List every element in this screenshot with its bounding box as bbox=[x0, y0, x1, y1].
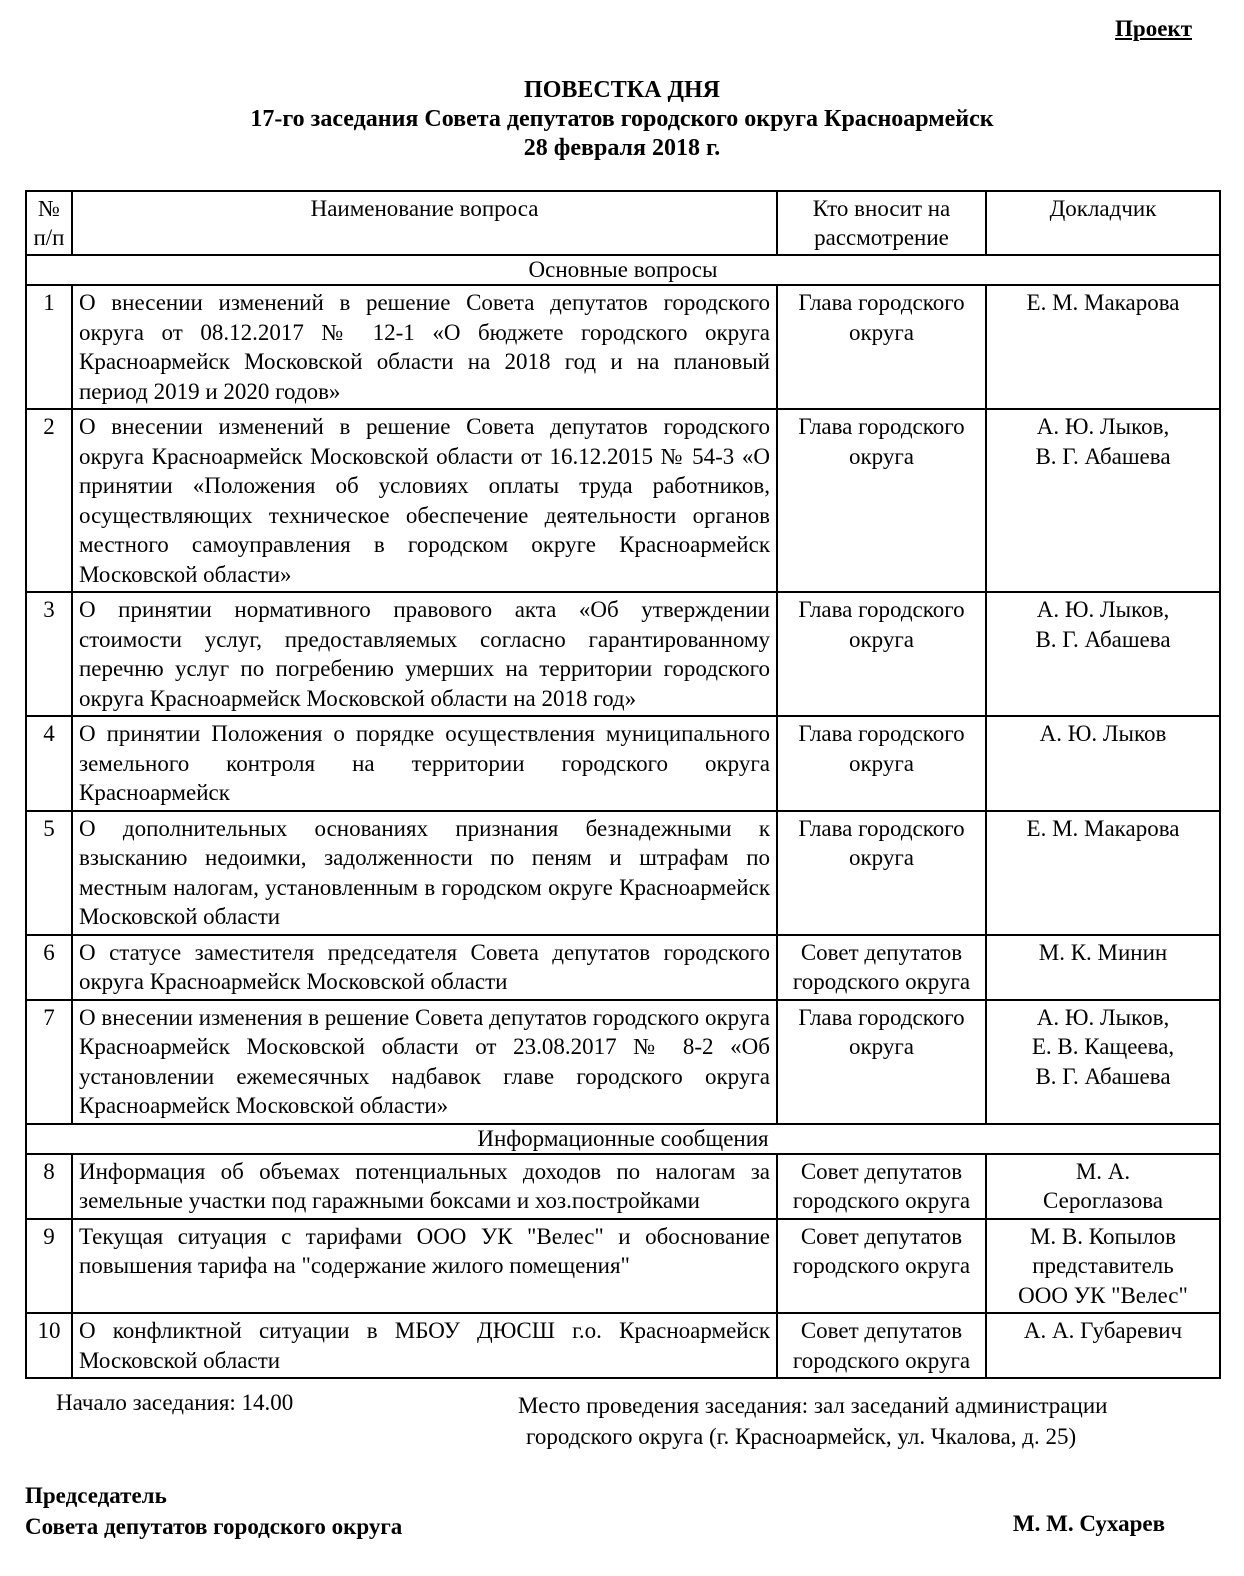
item-number: 9 bbox=[26, 1219, 72, 1314]
signature-name: М. М. Сухарев bbox=[1012, 1511, 1165, 1536]
item-number: 2 bbox=[26, 409, 72, 592]
speaker-name: В. Г. Абашева bbox=[1035, 443, 1171, 469]
item-submitted-by: Глава городского округа bbox=[777, 409, 986, 592]
draft-label: Проект bbox=[1115, 16, 1192, 41]
table-row bbox=[26, 935, 1220, 1000]
speaker-name: Е. В. Кащеева, bbox=[1031, 1034, 1175, 1059]
table-row bbox=[26, 1000, 1220, 1124]
item-title: О внесении изменения в решение Совета депутатов городского округа Красноармейск Московской области от 23.08.2017 № 8-2 «Об установлении ежемесячных надбавок главе городского округа Красноармейск Московской области» bbox=[72, 1000, 777, 1124]
section-row-info bbox=[26, 1124, 1220, 1154]
speaker-name: А. Ю. Лыков, bbox=[1036, 1004, 1170, 1030]
item-number: 5 bbox=[26, 811, 72, 935]
table-row bbox=[26, 285, 1220, 409]
item-title: О принятии нормативного правового акта «Об утверждении стоимости услуг, предоставляемых согласно гарантированному перечню услуг по погребению умерших на территории городского округа Красноармейск Московской области на 2018 год» bbox=[72, 592, 777, 716]
item-speakers bbox=[986, 811, 1220, 935]
speaker-name: Е. М. Макарова bbox=[1026, 290, 1180, 315]
document-title: ПОВЕСТКА ДНЯ bbox=[524, 77, 720, 103]
item-title: О дополнительных основаниях признания безнадежными к взысканию недоимки, задолженности по пеням и штрафам по местным налогам, установленным в городском округе Красноармейск Московской области bbox=[72, 811, 777, 935]
section-main-heading: Основные вопросы bbox=[26, 255, 1220, 285]
section-row-main bbox=[26, 255, 1220, 285]
signature-title-line1: Председатель bbox=[25, 1483, 167, 1508]
item-title: О статусе заместителя председателя Совета депутатов городского округа Красноармейск Московской области bbox=[72, 935, 777, 1000]
speaker-name: А. Ю. Лыков, bbox=[1036, 597, 1170, 622]
section-info-heading: Информационные сообщения bbox=[26, 1124, 1220, 1154]
item-number: 6 bbox=[26, 935, 72, 1000]
table-row bbox=[26, 811, 1220, 935]
table-row bbox=[26, 592, 1220, 716]
item-number: 1 bbox=[26, 285, 72, 409]
speaker-name: ООО УК "Велес" bbox=[1018, 1282, 1188, 1308]
item-title: О принятии Положения о порядке осуществления муниципального земельного контроля на территории городского округа Красноармейск bbox=[72, 716, 777, 811]
item-submitted-by: Глава городского округа bbox=[777, 285, 986, 409]
header-speaker: Докладчик bbox=[986, 191, 1220, 255]
item-submitted-by: Глава городского округа bbox=[777, 592, 986, 716]
item-submitted-by: Совет депутатов городского округа bbox=[777, 1219, 986, 1314]
speaker-name: М. А. bbox=[1075, 1158, 1131, 1184]
item-speakers bbox=[986, 409, 1220, 592]
item-speakers bbox=[986, 1313, 1220, 1378]
item-number: 8 bbox=[26, 1154, 72, 1219]
item-number: 7 bbox=[26, 1000, 72, 1124]
speaker-name: Сероглазова bbox=[1043, 1188, 1163, 1213]
speaker-name: представитель bbox=[1032, 1253, 1174, 1278]
document-subtitle: 17-го заседания Совета депутатов городского округа Красноармейск bbox=[250, 106, 994, 132]
speaker-name: В. Г. Абашева bbox=[1035, 626, 1171, 652]
speaker-name: М. К. Минин bbox=[1038, 939, 1168, 965]
item-submitted-by: Глава городского округа bbox=[777, 716, 986, 811]
speaker-name: А. Ю. Лыков, bbox=[1036, 414, 1170, 439]
table-header-row bbox=[26, 191, 1220, 255]
item-speakers bbox=[986, 716, 1220, 811]
table-row bbox=[26, 409, 1220, 592]
item-title: О конфликтной ситуации в МБОУ ДЮСШ г.о. Красноармейск Московской области bbox=[72, 1313, 777, 1378]
item-submitted-by: Совет депутатов городского округа bbox=[777, 935, 986, 1000]
document-title-block bbox=[0, 76, 1244, 163]
meeting-place bbox=[518, 1390, 1218, 1452]
table-row bbox=[26, 1313, 1220, 1378]
item-speakers bbox=[986, 1000, 1220, 1124]
item-submitted-by: Глава городского округа bbox=[777, 811, 986, 935]
signature-block bbox=[25, 1480, 402, 1542]
item-speakers bbox=[986, 1219, 1220, 1314]
meeting-start-time: Начало заседания: 14.00 bbox=[56, 1390, 294, 1415]
item-submitted-by: Совет депутатов городского округа bbox=[777, 1313, 986, 1378]
item-title: Информация об объемах потенциальных доходов по налогам за земельные участки под гаражными боксами и хоз.постройками bbox=[72, 1154, 777, 1219]
speaker-name: В. Г. Абашева bbox=[1035, 1063, 1171, 1089]
item-number: 10 bbox=[26, 1313, 72, 1378]
item-title: Текущая ситуация с тарифами ООО УК "Велес" и обоснование повышения тарифа на "содержание жилого помещения" bbox=[72, 1219, 777, 1314]
item-speakers bbox=[986, 1154, 1220, 1219]
item-submitted-by: Глава городского округа bbox=[777, 1000, 986, 1124]
speaker-name: А. А. Губаревич bbox=[1023, 1318, 1183, 1343]
speaker-name: А. Ю. Лыков bbox=[1039, 721, 1167, 746]
item-submitted-by: Совет депутатов городского округа bbox=[777, 1154, 986, 1219]
header-num: № п/п bbox=[26, 191, 72, 255]
speaker-name: М. В. Копылов bbox=[1029, 1223, 1177, 1249]
item-number: 3 bbox=[26, 592, 72, 716]
header-by: Кто вносит на рассмотрение bbox=[777, 191, 986, 255]
item-speakers bbox=[986, 935, 1220, 1000]
item-title: О внесении изменений в решение Совета депутатов городского округа от 08.12.2017 № 12-1 «О бюджете городского округа Красноармейск Московской области на 2018 год и на плановый период 2019 и 2020 годов» bbox=[72, 285, 777, 409]
document-date: 28 февраля 2018 г. bbox=[523, 135, 721, 161]
agenda-table bbox=[25, 190, 1221, 1379]
item-title: О внесении изменений в решение Совета депутатов городского округа Красноармейск Московской области от 16.12.2015 № 54-3 «О принятии «Положения об условиях оплаты труда работников, осуществляющих техническое обеспечение деятельности органов местного самоуправления в городском округе Красноармейск Московской области» bbox=[72, 409, 777, 592]
table-row bbox=[26, 1154, 1220, 1219]
meeting-place-line2: городского округа (г. Красноармейск, ул. Чкалова, д. 25) bbox=[526, 1424, 1077, 1449]
header-title: Наименование вопроса bbox=[72, 191, 777, 255]
item-speakers bbox=[986, 285, 1220, 409]
table-row bbox=[26, 716, 1220, 811]
item-number: 4 bbox=[26, 716, 72, 811]
item-speakers bbox=[986, 592, 1220, 716]
meeting-place-line1: Место проведения заседания: зал заседаний администрации bbox=[518, 1393, 1108, 1418]
table-row bbox=[26, 1219, 1220, 1314]
speaker-name: Е. М. Макарова bbox=[1026, 815, 1180, 841]
signature-title-line2: Совета депутатов городского округа bbox=[25, 1514, 403, 1539]
